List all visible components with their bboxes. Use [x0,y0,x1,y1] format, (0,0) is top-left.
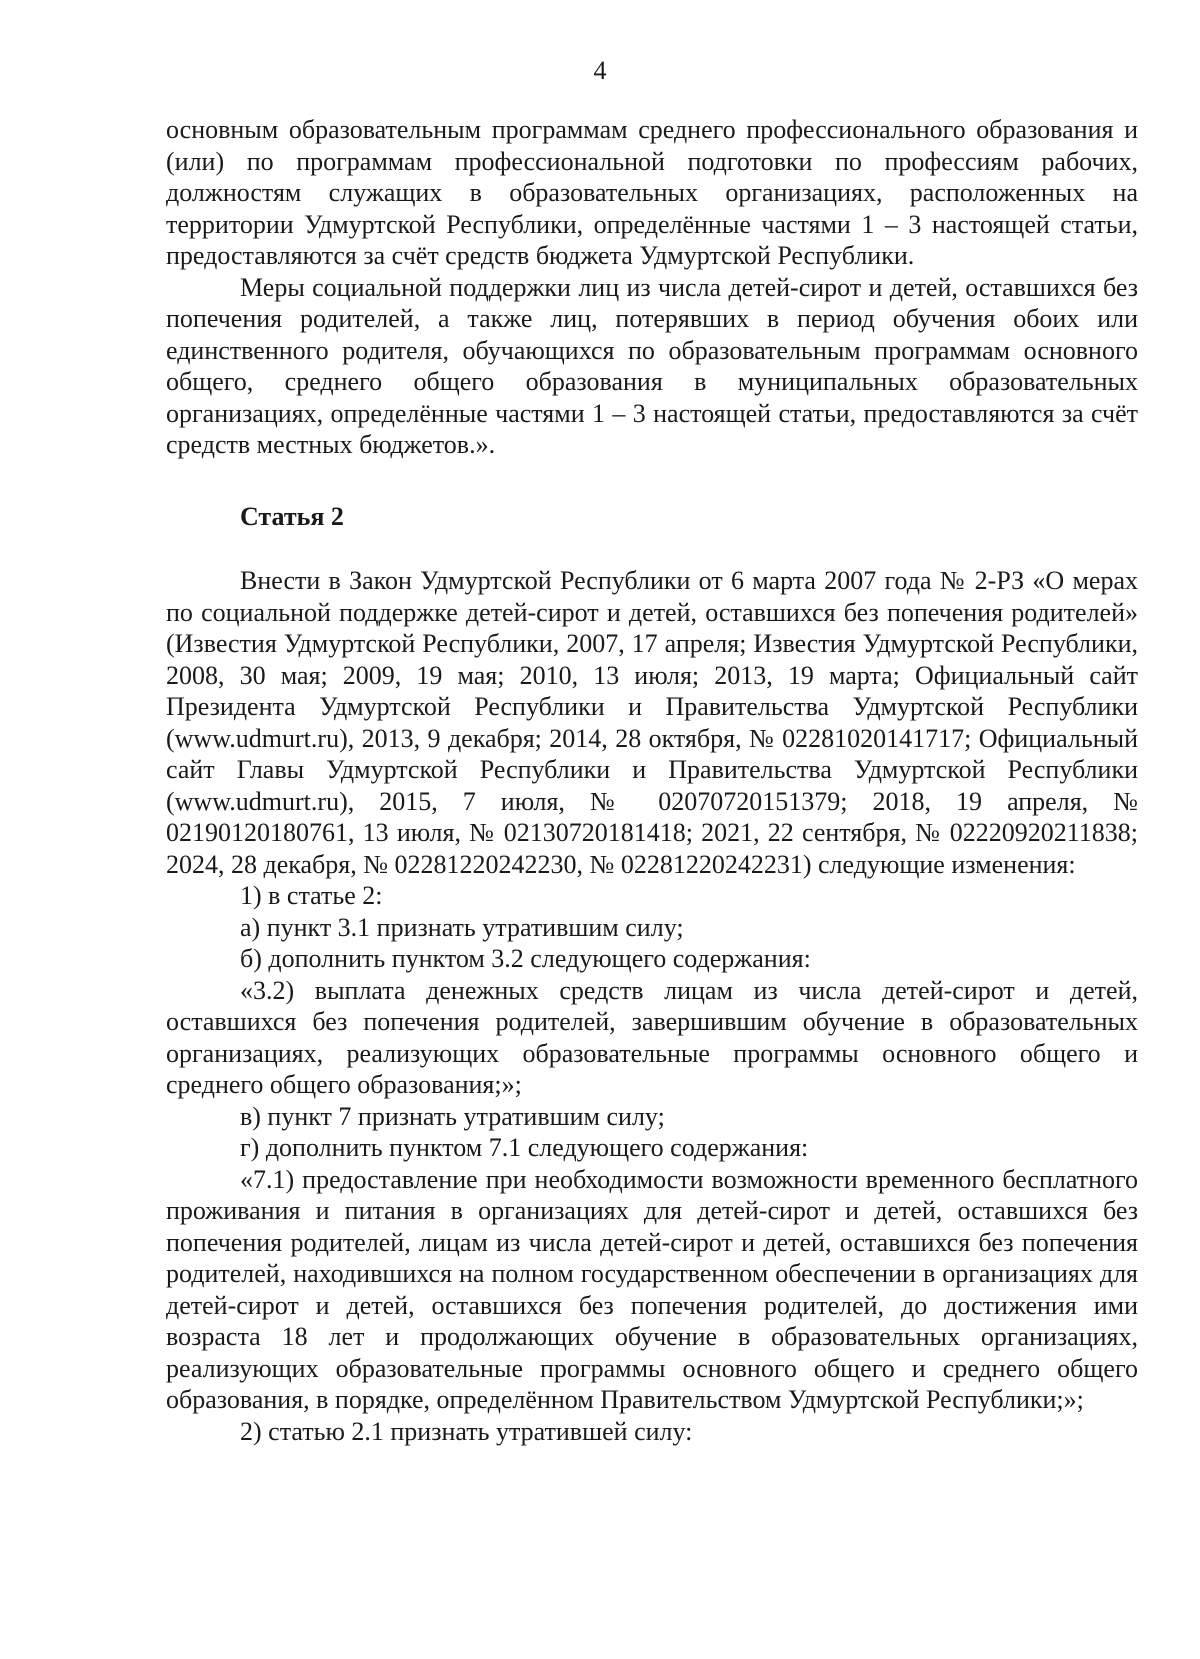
list-item: а) пункт 3.1 признать утратившим силу; [240,912,684,942]
document-body [166,114,1138,1447]
list-item: в) пункт 7 признать утратившим силу; [240,1101,665,1131]
spacer [166,461,1138,501]
paragraph: Внести в Закон Удмуртской Республики от 6 марта 2007 года № 2-РЗ «О мерах по социальной поддержке детей-сирот и детей, оставшихся без попечения родителей» (Известия Удмуртской Республики, 2007, 17 апреля; Известия Удмуртской Республики, 2008, 30 мая; 2009, 19 мая; 2010, 13 июля; 2013, 19 марта; Официальный сайт Президента Удмуртской Республики и Правительства Удмуртской Республики (www.udmurt.ru), 2013, 9 декабря; 2014, 28 октября, № 02281020141717; Официальный сайт Главы Удмуртской Республики и Правительства Удмуртской Республики (www.udmurt.ru), 2015, 7 июля, № 02070720151379; 2018, 19 апреля, № 02190120180761, 13 июля, № 02130720181418; 2021, 22 сентября, № 02220920211838; 2024, 28 декабря, № 02281220242230, № 02281220242231) следующие изменения: [166,566,1138,879]
quoted-provision: «7.1) предоставление при необходимости возможности временного бесплатного проживания и питания в организациях для детей-сирот и детей, оставшихся без попечения родителей, лицам из числа детей-сирот и детей, оставшихся без попечения родителей, находившихся на полном государственном обеспечении в организациях для детей-сирот и детей, оставшихся без попечения родителей, до достижения ими возраста 18 лет и продолжающих обучение в образовательных организациях, реализующих образовательные программы основного общего и среднего общего образования, в порядке, определённом Правительством Удмуртской Республики;»; [166,1164,1138,1414]
list-item: б) дополнить пунктом 3.2 следующего содержания: [240,944,811,973]
quoted-provision: «3.2) выплата денежных средств лицам из числа детей-сирот и детей, оставшихся без попечения родителей, завершившим обучение в образовательных организациях, реализующих образовательные программы основного общего и среднего общего образования;»; [166,975,1138,1099]
page-number: 4 [593,56,607,85]
article-heading: Статья 2 [240,501,344,531]
list-item: г) дополнить пунктом 7.1 следующего содержания: [240,1133,809,1162]
list-item: 2) статью 2.1 признать утратившей силу: [240,1416,693,1446]
spacer [166,532,1138,565]
list-item: 1) в статье 2: [240,881,383,910]
paragraph: Меры социальной поддержки лиц из числа детей-сирот и детей, оставшихся без попечения родителей, а также лиц, потерявших в период обучения обоих или единственного родителя, обучающихся по образовательным программам основного общего, среднего общего образования в муниципальных образовательных организациях, определённые частями 1 – 3 настоящей статьи, предоставляются за счёт средств местных бюджетов.». [166,272,1138,459]
paragraph: основным образовательным программам среднего профессионального образования и (или) по программам профессиональной подготовки по профессиям рабочих, должностям служащих в образовательных организациях, расположенных на территории Удмуртской Республики, определённые частями 1 – 3 настоящей статьи, предоставляются за счёт средств бюджета Удмуртской Республики. [166,115,1138,270]
